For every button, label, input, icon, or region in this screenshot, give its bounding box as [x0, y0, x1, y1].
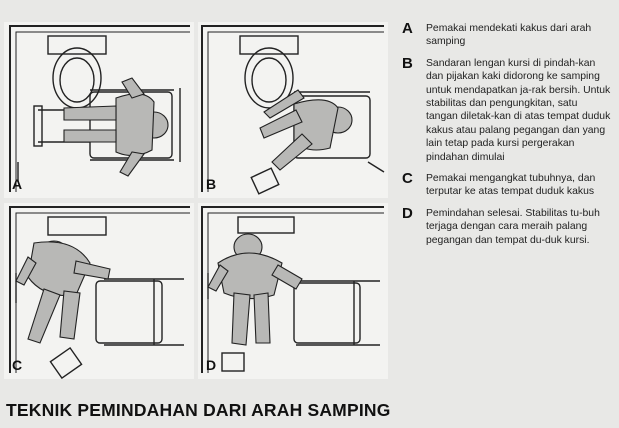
step-item	[400, 204, 612, 247]
step-description: Pemakai mendekati kakus dari arah samping	[426, 23, 592, 48]
step-item	[400, 172, 612, 199]
panel-c-drawing	[4, 203, 194, 379]
step-legend	[400, 22, 612, 255]
figure-caption: TEKNIK PEMINDAHAN DARI ARAH SAMPING	[6, 400, 391, 420]
illustration-panel-d	[198, 203, 388, 379]
step-description: Pemakai mengangkat tubuhnya, dan terputar ke atas tempat duduk kakus	[426, 173, 596, 198]
panel-a-label: A	[12, 176, 23, 192]
illustration-panel-a	[4, 22, 194, 198]
step-letter: B	[402, 54, 413, 72]
step-description: Sandaran lengan kursi di pindah-kan dan pijakan kaki didorong ke samping untuk mendapatkan ja-rak bersih. Untuk stabilitas dan pengungkitan, satu tangan diletak-kan di atas tempat duduk kakus atau palang pegangan dan yang lain tetap pada kursi pergerakan pindahan dimulai	[426, 57, 611, 163]
step-letter: A	[402, 20, 413, 37]
illustration-panel-b	[198, 22, 388, 198]
panel-d-drawing	[198, 203, 388, 379]
panel-d-label: D	[206, 357, 217, 373]
panel-b-drawing	[198, 22, 388, 198]
step-item	[400, 54, 612, 164]
panel-c-label: C	[12, 357, 23, 373]
panel-b-label: B	[206, 176, 217, 192]
step-letter: D	[402, 204, 413, 222]
step-item	[400, 22, 612, 49]
step-description: Pemindahan selesai. Stabilitas tu-buh terjaga dengan cara meraih palang pegangan dan tempat du-duk kursi.	[426, 207, 600, 246]
panel-a-drawing	[4, 22, 194, 198]
step-letter: C	[402, 170, 413, 188]
illustration-panel-c	[4, 203, 194, 379]
